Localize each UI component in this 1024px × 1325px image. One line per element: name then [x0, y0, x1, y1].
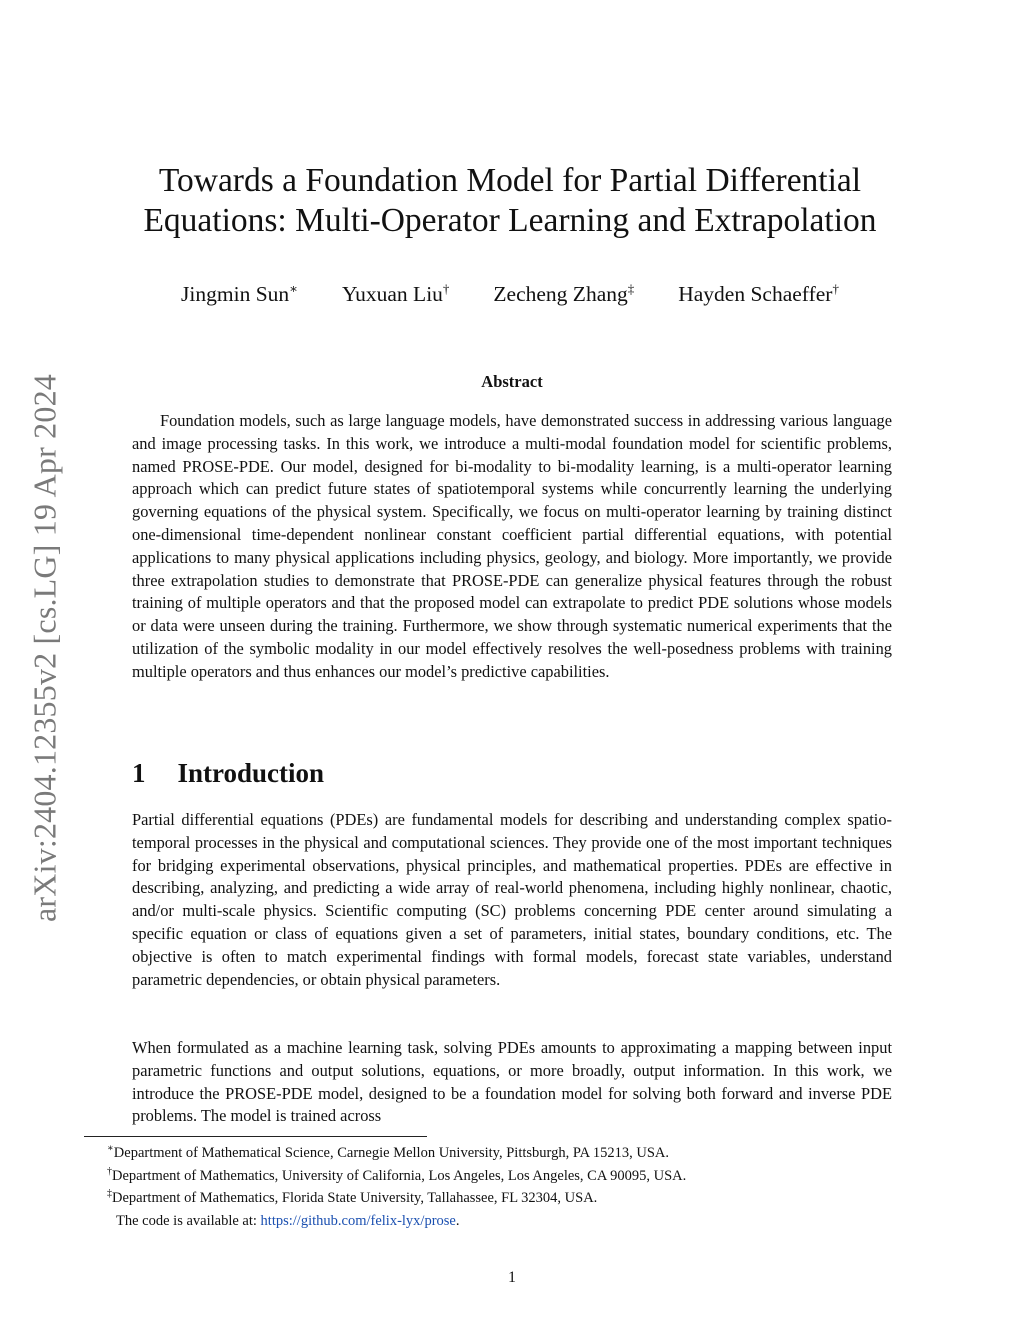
- author-name: Zecheng Zhang: [493, 282, 628, 306]
- author: [678, 282, 839, 307]
- arxiv-identifier-stamp: arXiv:2404.12355v2 [cs.LG] 19 Apr 2024: [26, 374, 63, 922]
- page-number: 1: [508, 1269, 516, 1286]
- author-list: [120, 282, 900, 307]
- footnote-text: Department of Mathematical Science, Carnegie Mellon University, Pittsburgh, PA 15213, USA.: [113, 1145, 670, 1161]
- author-affiliation-mark: †: [442, 280, 450, 296]
- footnote: [107, 1142, 907, 1165]
- footnote-mark: ‡: [107, 1188, 112, 1200]
- footnote: [107, 1187, 907, 1210]
- author-affiliation-mark: ∗: [289, 280, 298, 296]
- footnote-mark: ∗: [107, 1143, 114, 1155]
- introduction-paragraph-2: When formulated as a machine learning task, solving PDEs amounts to approximating a mapping between input parametric functions and output solutions, equations, or more broadly, output information. In this work, we introduce the PROSE-PDE model, designed to be a foundation model for solving both forward and inverse PDE problems. The model is trained across: [132, 1038, 892, 1126]
- footnote: [107, 1165, 907, 1188]
- footnote-text: Department of Mathematics, University of California, Los Angeles, Los Angeles, CA 90095, USA.: [112, 1167, 687, 1184]
- code-note-prefix: The code is available at:: [116, 1212, 261, 1229]
- author-affiliation-mark: †: [832, 280, 839, 296]
- paper-title-line-1: Towards a Foundation Model for Partial Differential: [158, 162, 862, 199]
- abstract-heading: Abstract: [481, 372, 543, 391]
- abstract-body: Foundation models, such as large language models, have demonstrated success in addressing various language and image processing tasks. In this work, we introduce a multi-modal foundation model for scientific problems, named PROSE-PDE. Our model, designed for bi-modality to bi-modality learning, is a multi-operator learning approach which can predict future states of spatiotemporal systems while concurrently learning the underlying governing equations of the physical system. Specifically, we focus on multi-operator learning by training distinct one-dimensional time-dependent nonlinear constant coefficient partial differential equations, with potential applications to many physical applications including physics, geology, and biology. More importantly, we provide three extrapolation studies to demonstrate that PROSE-PDE can generalize physical features through the robust training of multiple operators and that the proposed model can extrapolate to predict PDE solutions whose models or data were unseen during the training. Furthermore, we show through systematic numerical experiments that the utilization of the symbolic modality in our model effectively resolves the well-posedness problems with training multiple operators and thus enhances our model’s predictive capabilities.: [132, 411, 892, 681]
- author-name: Hayden Schaeffer: [678, 282, 833, 306]
- author: [342, 282, 449, 307]
- footnote-text: Department of Mathematics, Florida State University, Tallahassee, FL 32304, USA.: [112, 1190, 598, 1206]
- section-heading: [132, 758, 324, 789]
- introduction-paragraph-1: Partial differential equations (PDEs) are fundamental models for describing and understanding complex spatio-temporal processes in the physical and computational sciences. They provide one of the most important techniques for bridging experimental observations, physical principles, and mathematical properties. PDEs are effective in describing, analyzing, and predicting a wide array of real-world phenomena, including highly nonlinear, chaotic, and/or multi-scale physics. Scientific computing (SC) problems concerning PDE center around simulating a specific equation or class of equations given a set of parameters, initial states, boundary conditions, etc. The objective is often to match experimental findings with formal models, forecast state variables, understand parametric dependencies, or obtain physical parameters.: [132, 810, 892, 989]
- author: [181, 282, 298, 307]
- author-affiliation-mark: ‡: [627, 280, 635, 296]
- section-title: Introduction: [177, 758, 325, 788]
- section-number: 1: [132, 758, 146, 788]
- code-note-suffix: .: [455, 1212, 460, 1229]
- paper-title-line-2: Equations: Multi-Operator Learning and Extrapolation: [143, 202, 877, 239]
- paper-title: [110, 161, 910, 241]
- author-name: Jingmin Sun: [181, 282, 290, 306]
- author-name: Yuxuan Liu: [342, 282, 443, 306]
- code-availability-note: [107, 1210, 907, 1233]
- footnotes: [107, 1142, 907, 1232]
- footnote-divider: [84, 1136, 427, 1137]
- code-repository-link[interactable]: https://github.com/felix-lyx/prose: [260, 1212, 456, 1229]
- footnote-mark: †: [107, 1165, 112, 1177]
- author: [493, 282, 634, 307]
